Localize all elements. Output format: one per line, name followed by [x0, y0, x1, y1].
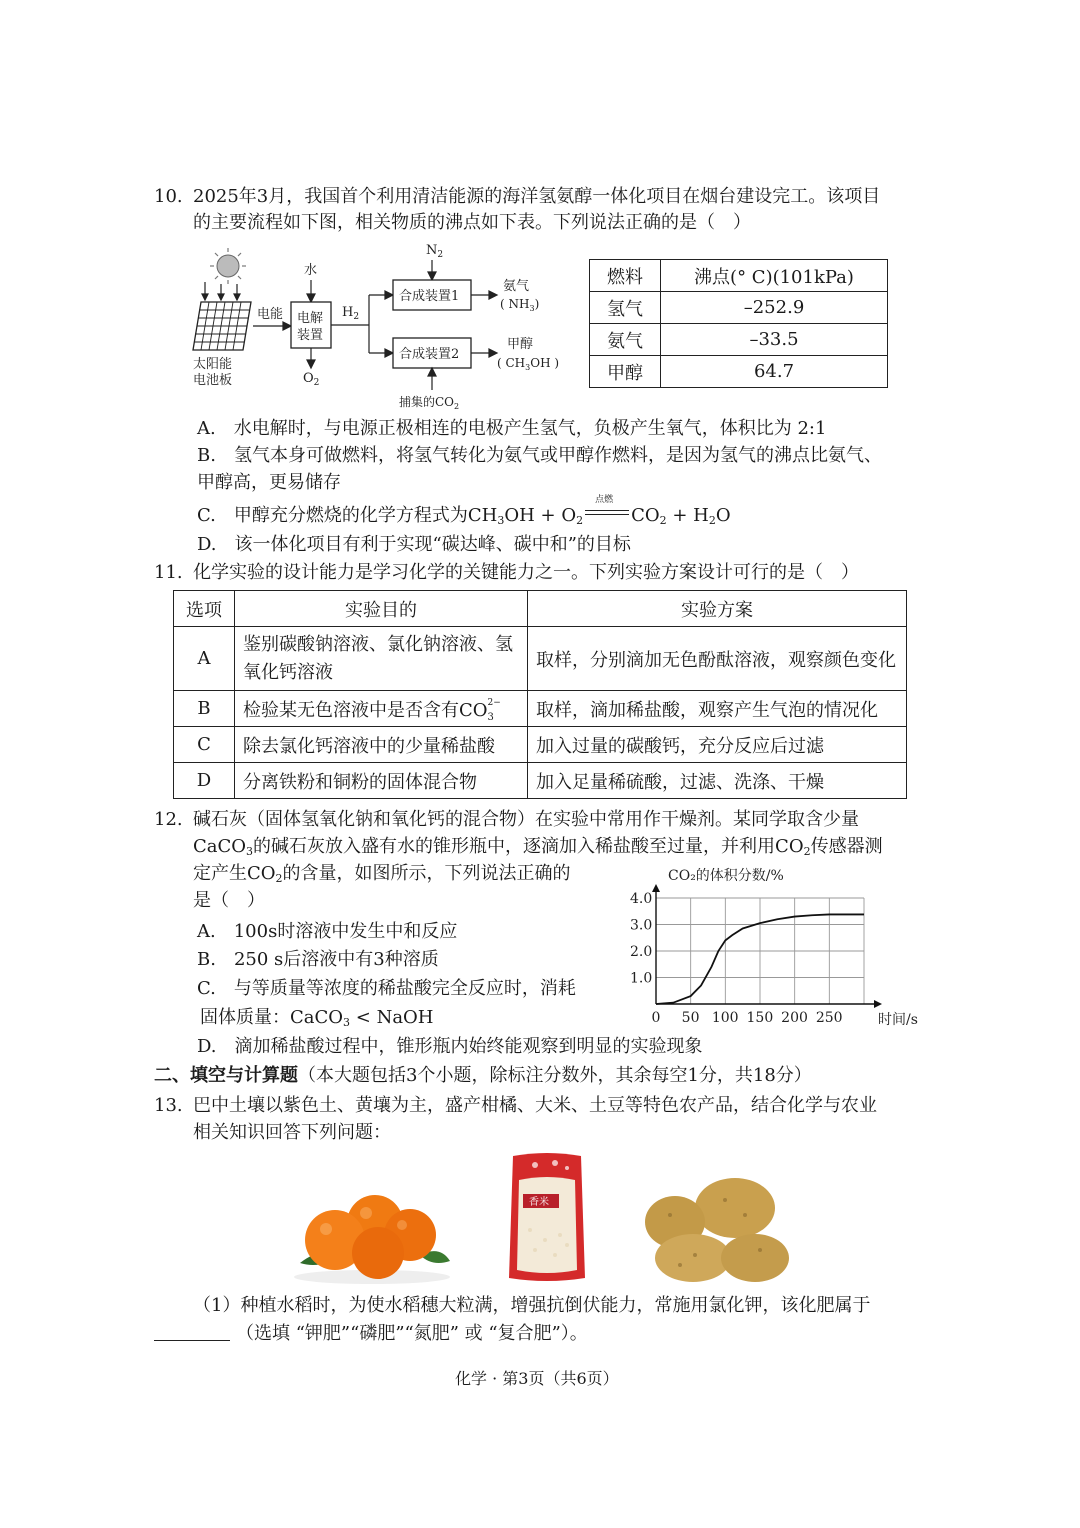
bp-header-value: 沸点(° C)(101kPa)	[661, 260, 888, 292]
solar-label-2: 电池板	[193, 373, 233, 388]
q12-stem-line3: 定产生$CO_2$的含量，如图所示，下列说法正确的	[193, 863, 571, 885]
chart-x-axis-arrow	[874, 1000, 882, 1008]
page-footer: 化学 · 第3页（共6页）	[455, 1369, 619, 1388]
q10-option-b-line1: B. 氢气本身可做燃料，将氢气转化为氨气或甲醇作燃料，是因为氢气的沸点比氨气、	[197, 445, 882, 466]
chart-axes	[652, 884, 882, 1008]
solar-panel-icon	[193, 302, 251, 350]
exp-plan-cell: 加入过量的碳酸钙，充分反应后过滤	[528, 727, 907, 763]
bp-fuel-cell: 甲醇	[590, 356, 661, 388]
bp-value-cell: –252.9	[661, 292, 888, 324]
rice-bag-label: 香米	[529, 1197, 549, 1208]
q13-stem-line1: 巴中土壤以紫色土、黄壤为主，盛产柑橘、大米、土豆等特色农产品，结合化学与农业	[193, 1095, 877, 1116]
q12-option-d: D. 滴加稀盐酸过程中，锥形瓶内始终能观察到明显的实验现象	[197, 1036, 703, 1057]
boiling-point-table	[589, 259, 888, 388]
q10-flow-diagram	[185, 240, 585, 415]
q12-stem-line1: 碱石灰（固体氢氧化钠和氧化钙的混合物）在实验中常用作干燥剂。某同学取含少量	[193, 809, 859, 830]
section2-note: （本大题包括3个小题，除标注分数外，其余每空1分，共18分）	[298, 1065, 812, 1086]
q10-option-c-equation: $CH_3OH + O_2$ 点燃 $CO_2 + H_2O$	[467, 495, 731, 527]
sun-icon	[210, 248, 246, 284]
chart-x-tick-label: 0	[651, 1010, 661, 1026]
chart-x-tick-label: 250	[815, 1010, 843, 1026]
q12-option-c-line2: 固体质量：CaCO$_3$ < NaOH	[200, 1007, 434, 1029]
chart-y-ticks	[630, 891, 652, 987]
q10-number: 10.	[154, 186, 183, 207]
q10-option-a: A. 水电解时，与电源正极相连的电极产生氢气，负极产生氧气，体积比为 2:1	[197, 418, 827, 439]
q12-option-b: B. 250 s后溶液中有3种溶质	[197, 949, 439, 970]
chart-y-tick-label: 1.0	[630, 970, 653, 987]
chart-x-ticks	[652, 1010, 843, 1026]
chart-x-axis-label: 时间/s	[878, 1012, 918, 1028]
section2-title: 二、填空与计算题	[154, 1065, 298, 1086]
captured-co2-label: 捕集的$CO_2$	[399, 395, 460, 411]
electric-energy-label: 电能	[257, 307, 284, 322]
q12-option-a: A. 100s时溶液中发生中和反应	[197, 921, 458, 942]
q12-number: 12.	[154, 809, 183, 830]
o2-label: $O_2$	[303, 371, 320, 388]
chart-x-tick-label: 200	[781, 1010, 808, 1026]
q10-option-b-line2: 甲醇高，更易储存	[197, 472, 341, 493]
q10-option-d: D. 该一体化项目有利于实现“碳达峰、碳中和”的目标	[197, 534, 631, 555]
q11-number: 11.	[154, 562, 183, 583]
reaction-condition-arrow: 点燃	[585, 511, 629, 521]
q10-option-c	[197, 495, 731, 534]
chart-x-tick-label: 50	[681, 1010, 700, 1026]
n2-label: $N_2$	[426, 243, 444, 260]
ammonia-label: 氨气	[503, 279, 530, 294]
q13-sub1-answer-blank[interactable]	[154, 1340, 230, 1341]
q10-stem-line2: 的主要流程如下图，相关物质的沸点如下表。下列说法正确的是（ ）	[193, 212, 751, 233]
exp-goal-cell: 分离铁粉和铜粉的固体混合物	[235, 763, 528, 799]
chart-x-tick-label: 100	[711, 1010, 739, 1026]
electrolysis-label-2: 装置	[297, 328, 324, 343]
potatoes-image	[635, 1170, 795, 1285]
exp-goal-cell: 鉴别碳酸钠溶液、氯化钠溶液、氢 氧化钙溶液	[235, 627, 528, 691]
methanol-label: 甲醇	[507, 337, 534, 352]
q13-sub1-line1: （1）种植水稻时，为使水稻穗大粒满，增强抗倒伏能力，常施用氯化钾，该化肥属于	[193, 1295, 871, 1316]
exp-header-option: 选项	[174, 591, 235, 627]
h2-label: $H_2$	[342, 305, 360, 322]
oranges-image	[290, 1185, 455, 1285]
chart-title: CO₂的体积分数/%	[668, 868, 784, 884]
bp-fuel-cell: 氨气	[590, 324, 661, 356]
ammonia-formula: ( $NH_3$)	[500, 297, 540, 313]
exp-goal-cell: 除去氯化钙溶液中的少量稀盐酸	[235, 727, 528, 763]
methanol-formula: ( $CH_3OH$ )	[497, 356, 560, 372]
water-label: 水	[304, 263, 318, 278]
q10-stem-line1: 2025年3月，我国首个利用清洁能源的海洋氢氨醇一体化项目在烟台建设完工。该项目	[193, 186, 881, 207]
q10-option-c-text: C. 甲醇充分燃烧的化学方程式为	[197, 505, 468, 526]
q13-stem-line2: 相关知识回答下列问题：	[193, 1122, 391, 1143]
exp-header-plan: 实验方案	[528, 591, 907, 627]
synthesis-unit-2-label: 合成装置2	[399, 347, 460, 362]
q13-number: 13.	[154, 1095, 183, 1116]
section2-header	[154, 1063, 812, 1089]
bp-value-cell: 64.7	[661, 356, 888, 388]
synthesis-unit-1-label: 合成装置1	[399, 289, 460, 304]
bp-value-cell: –33.5	[661, 324, 888, 356]
chart-y-tick-label: 4.0	[630, 891, 653, 907]
chart-y-axis-arrow	[652, 884, 660, 892]
experiment-table	[173, 590, 907, 799]
exp-option-cell: A	[174, 627, 235, 691]
electrolysis-label-1: 电解	[297, 311, 324, 326]
exp-goal-cell: 检验某无色溶液中是否含有CO 3 2−	[235, 691, 528, 727]
bp-fuel-cell: 氢气	[590, 292, 661, 324]
co2-volume-fraction-chart	[620, 862, 930, 1032]
q13-sub1-line2: （选填 “钾肥”“磷肥”“氮肥” 或 “复合肥”）。	[236, 1323, 588, 1344]
q12-stem-line4: 是（ ）	[193, 890, 265, 911]
rice-bag-image	[505, 1150, 589, 1285]
exp-plan-cell: 加入足量稀硫酸，过滤、洗涤、干燥	[528, 763, 907, 799]
exp-option-cell: B	[174, 691, 235, 727]
q12-stem-line2: CaCO$_3$的碱石灰放入盛有水的锥形瓶中，逐滴加入稀盐酸至过量，并利用$CO_2$传感器测	[193, 836, 883, 858]
q12-option-c-line1: C. 与等质量等浓度的稀盐酸完全反应时，消耗	[197, 978, 576, 999]
solar-label-1: 太阳能	[193, 357, 233, 372]
exp-plan-cell: 取样，分别滴加无色酚酞溶液，观察颜色变化	[528, 627, 907, 691]
exp-plan-cell: 取样，滴加稀盐酸，观察产生气泡的情况化	[528, 691, 907, 727]
exp-option-cell: C	[174, 727, 235, 763]
q11-stem: 化学实验的设计能力是学习化学的关键能力之一。下列实验方案设计可行的是（ ）	[193, 562, 859, 583]
exp-option-cell: D	[174, 763, 235, 799]
chart-y-tick-label: 2.0	[630, 944, 653, 960]
chart-x-tick-label: 150	[746, 1010, 774, 1026]
exp-header-goal: 实验目的	[235, 591, 528, 627]
bp-header-fuel: 燃料	[590, 260, 661, 292]
chart-y-tick-label: 3.0	[630, 917, 653, 934]
